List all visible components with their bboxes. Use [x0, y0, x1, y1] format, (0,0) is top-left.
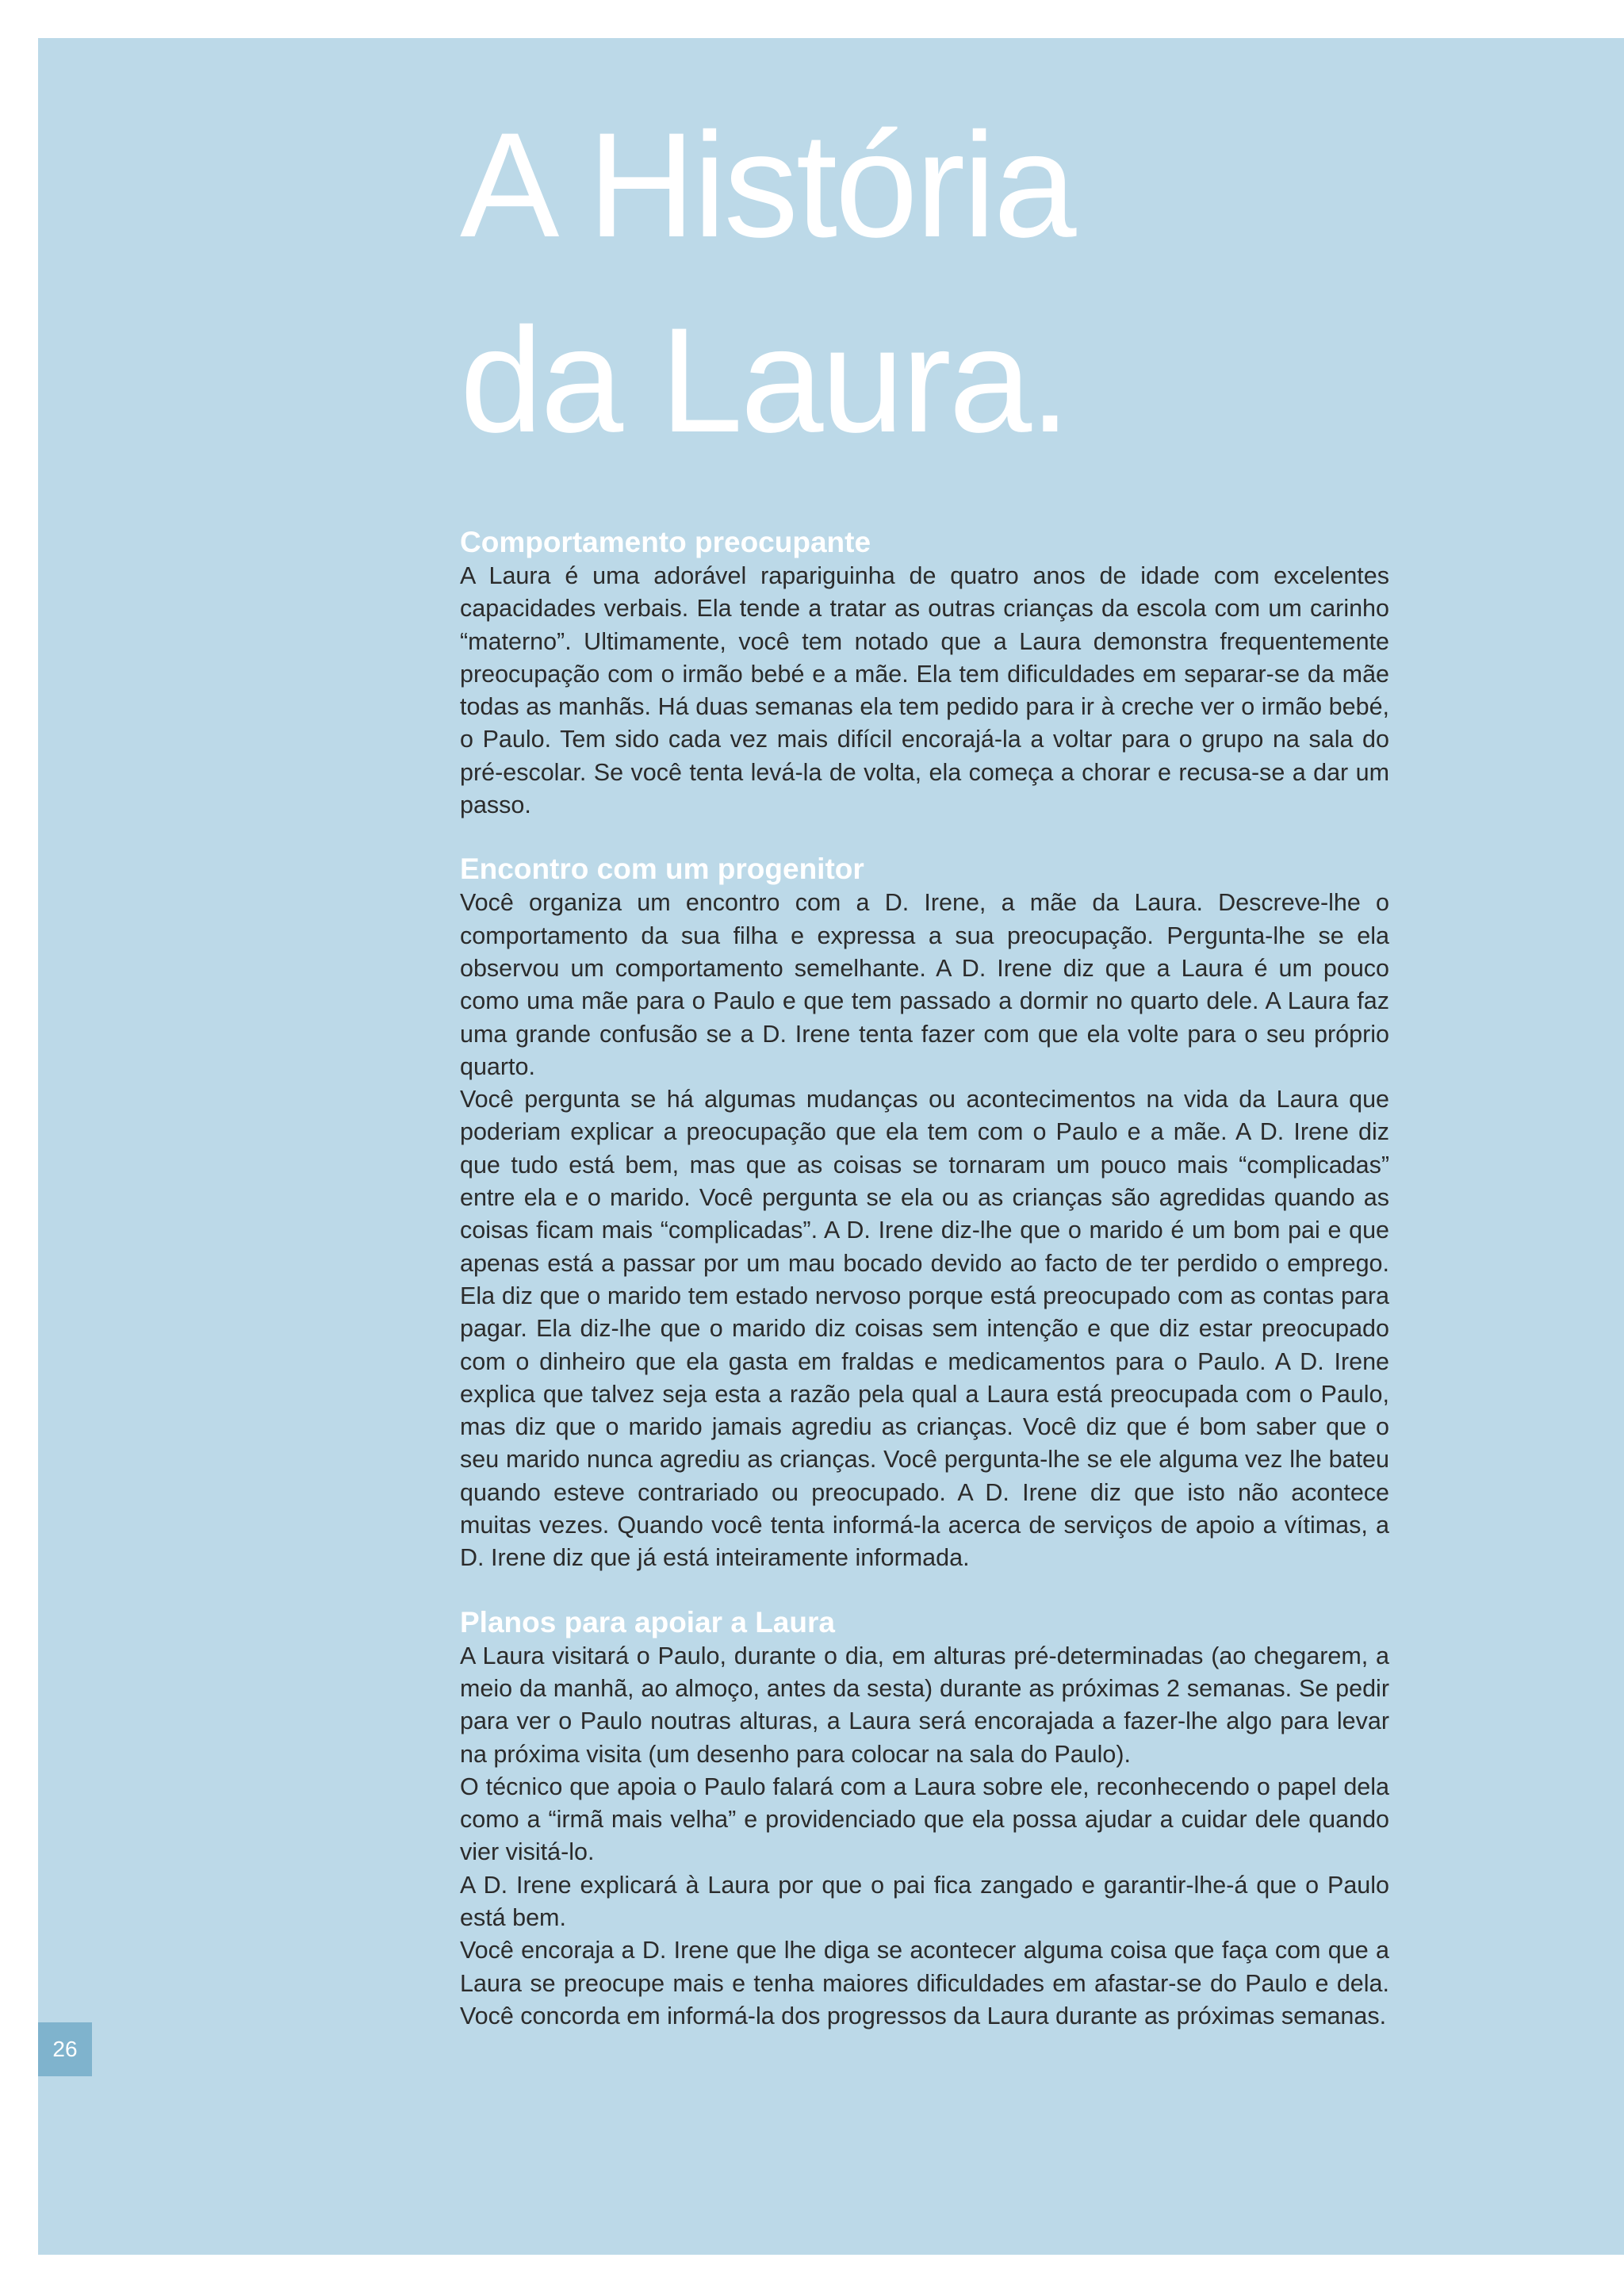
section-heading: Comportamento preocupante: [460, 526, 871, 558]
section-comportamento: [460, 525, 1389, 822]
paragraph: A Laura é uma adorável rapariguinha de quatro anos de idade com excelentes capacidades verbais. Ela tende a tratar as outras crianças da escola com um carinho “materno”. Ultimamente, você tem notado que a Laura demonstra frequentemente preocupação com o irmão bebé e a mãe. Ela tem dificuldades em separar-se da mãe todas as manhãs. Há duas semanas ela tem pedido para ir à creche ver o irmão bebé, o Paulo. Tem sido cada vez mais difícil encorajá-la a voltar para o grupo na sala do pré-escolar. Se você tenta levá-la de volta, ela começa a chorar e recusa-se a dar um passo.: [460, 562, 1389, 819]
paragraph: A D. Irene explicará à Laura por que o pai fica zangado e garantir-lhe-á que o Paulo está bem.: [460, 1871, 1389, 1931]
title-line-2: da Laura.: [460, 297, 1069, 463]
paragraph: Você pergunta se há algumas mudanças ou acontecimentos na vida da Laura que poderiam explicar a preocupação que ela tem com o Paulo e a mãe. A D. Irene diz que tudo está bem, mas que as coisas se tornaram um pouco mais “complicadas” entre ela e o marido. Você pergunta se ela ou as crianças são agredidas quando as coisas ficam mais “complicadas”. A D. Irene diz-lhe que o marido é um bom pai e que apenas está a passar por um mau bocado devido ao facto de ter perdido o emprego. Ela diz que o marido tem estado nervoso porque está preocupado com as contas para pagar. Ela diz-lhe que o marido diz coisas sem intenção e que diz estar preocupado com o dinheiro que ela gasta em fraldas e medicamentos para o Paulo. A D. Irene explica que talvez seja esta a razão pela qual a Laura está preocupada com o Paulo, mas diz que o marido jamais agrediu as crianças. Você diz que é bom saber que o seu marido nunca agrediu as crianças. Você pergunta-lhe se ele alguma vez lhe bateu quando esteve contrariado ou preocupado. A D. Irene diz que isto não acontece muitas vezes. Quando você tenta informá-la acerca de serviços de apoio a vítimas, a D. Irene diz que já está inteiramente informada.: [460, 1086, 1389, 1572]
page-number: 26: [38, 2022, 92, 2076]
page-title: [460, 87, 1389, 477]
paragraph: Você organiza um encontro com a D. Irene, a mãe da Laura. Descreve-lhe o comportamento da sua filha e expressa a sua preocupação. Pergunta-lhe se ela observou um comportamento semelhante. A D. Irene diz que a Laura é um pouco como uma mãe para o Paulo e que tem passado a dormir no quarto dele. A Laura faz uma grande confusão se a D. Irene tenta fazer com que ela volte para o seu próprio quarto.: [460, 889, 1389, 1080]
title-line-1: A História: [460, 102, 1074, 268]
section-heading: Planos para apoiar a Laura: [460, 1605, 835, 1639]
paragraph: A Laura visitará o Paulo, durante o dia, em alturas pré-determinadas (ao chegarem, a meio da manhã, ao almoço, antes da sesta) durante as próximas 2 semanas. Se pedir para ver o Paulo noutras alturas, a Laura será encorajada a fazer-lhe algo para levar na próxima visita (um desenho para colocar na sala do Paulo).: [460, 1642, 1389, 1768]
section-heading: Encontro com um progenitor: [460, 853, 864, 886]
section-planos: [460, 1605, 1389, 2033]
paragraph: Você encoraja a D. Irene que lhe diga se acontecer alguma coisa que faça com que a Laura se preocupe mais e tenha maiores dificuldades em afastar-se do Paulo e dela. Você concorda em informá-la dos progressos da Laura durante as próximas semanas.: [460, 1937, 1389, 2029]
section-encontro: [460, 852, 1389, 1574]
paragraph: O técnico que apoia o Paulo falará com a Laura sobre ele, reconhecendo o papel dela como a “irmã mais velha” e providenciado que ela possa ajudar a cuidar dele quando vier visitá-lo.: [460, 1773, 1389, 1866]
article: [460, 87, 1389, 2033]
